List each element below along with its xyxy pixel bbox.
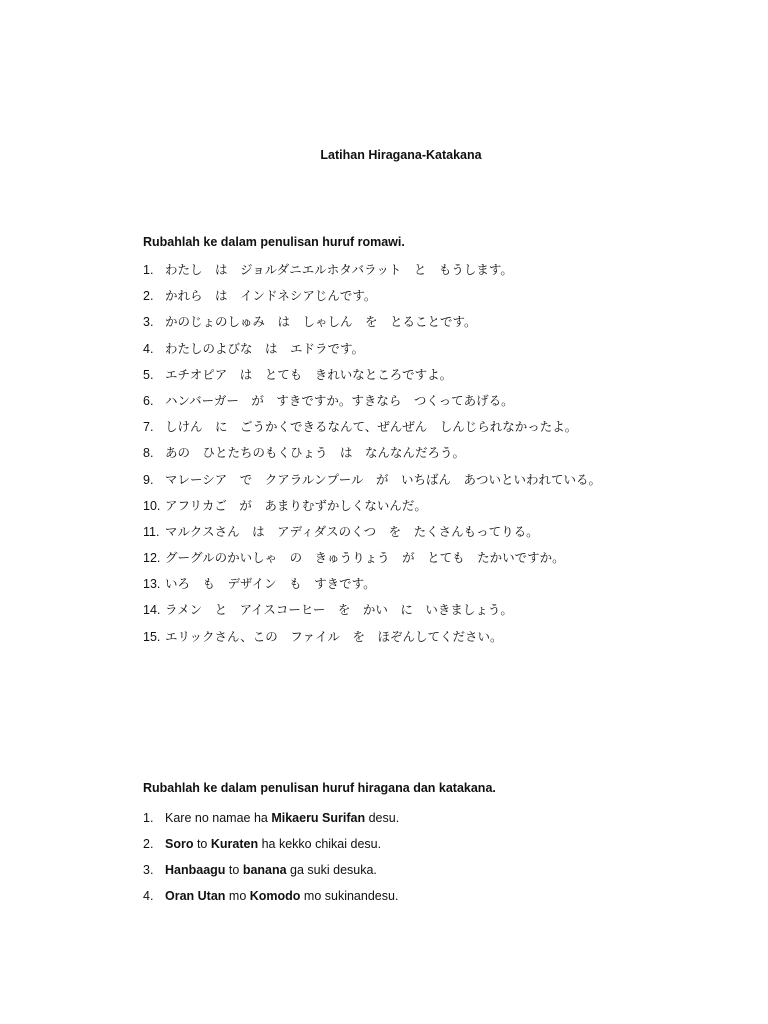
item-text: わたしのよびな は エドラです。: [165, 340, 365, 356]
item-number: 15.: [143, 629, 161, 644]
item-number: 14.: [143, 603, 161, 618]
item-text: [165, 862, 377, 878]
exercise-section-kana: [143, 781, 743, 914]
section-heading: Rubahlah ke dalam penulisan huruf hiragana dan katakana.: [143, 781, 496, 795]
list-item: [143, 367, 743, 393]
item-number: 4.: [143, 341, 154, 356]
item-text-plain: ha kekko chikai desu.: [258, 837, 382, 851]
list-item: [143, 524, 743, 550]
item-text-plain: desu.: [365, 811, 400, 825]
item-number: 1.: [143, 811, 154, 825]
item-text: [165, 888, 398, 904]
item-text-plain: to: [193, 837, 211, 851]
list-item: [143, 498, 743, 524]
item-text-plain: to: [225, 863, 243, 877]
item-text: グーグルのかいしゃ の きゅうりょう が とても たかいですか。: [165, 550, 565, 566]
list-item: [143, 341, 743, 367]
list-item: [143, 393, 743, 419]
list-item: [143, 419, 743, 445]
item-text: かれら は インドネシアじんです。: [165, 288, 377, 304]
list-item: [143, 576, 743, 602]
item-number: 12.: [143, 551, 161, 566]
item-text: いろ も デザイン も すきです。: [165, 576, 376, 592]
list-item: [143, 862, 743, 888]
item-number: 2.: [143, 837, 154, 851]
list-item: [143, 288, 743, 314]
list-item: [143, 810, 743, 836]
section-heading: Rubahlah ke dalam penulisan huruf romawi.: [143, 235, 405, 249]
item-number: 3.: [143, 863, 154, 877]
item-text: ハンバーガー が すきですか。すきなら つくってあげる。: [165, 392, 514, 408]
list-item: [143, 445, 743, 471]
item-number: 7.: [143, 420, 154, 435]
item-number: 9.: [143, 472, 154, 487]
item-number: 13.: [143, 577, 161, 592]
item-text: [165, 836, 381, 852]
list-item: [143, 602, 743, 628]
item-text: ラメン と アイスコーヒー を かい に いきましょう。: [165, 602, 513, 618]
item-text-bold: Mikaeru Surifan: [271, 811, 366, 825]
item-number: 2.: [143, 289, 154, 304]
exercise-section-romaji: [143, 235, 743, 655]
list-item: [143, 836, 743, 862]
item-number: 1.: [143, 263, 154, 277]
list-item: [143, 888, 743, 914]
item-text-plain: Kare no namae ha: [165, 811, 272, 825]
list-item: [143, 629, 743, 655]
item-text: かのじょのしゅみ は しゃしん を とることです。: [165, 314, 477, 330]
item-text-bold: banana: [242, 863, 287, 877]
item-number: 10.: [143, 498, 161, 513]
item-text-bold: Oran Utan: [165, 889, 226, 903]
page-title: Latihan Hiragana-Katakana: [320, 148, 482, 162]
item-number: 3.: [143, 315, 154, 330]
item-text: [165, 810, 399, 826]
item-text: マレーシア で クアラルンプール が いちばん あついといわれている。: [165, 471, 601, 487]
list-item: [143, 314, 743, 340]
item-text: しけん に ごうかくできるなんて、ぜんぜん しんじられなかったよ。: [165, 419, 578, 435]
item-text: エリックさん、この ファイル を ほぞんしてください。: [165, 628, 503, 644]
item-text: アフリカご が あまりむずかしくないんだ。: [165, 497, 427, 513]
item-text-plain: ga suki desuka.: [286, 863, 377, 877]
item-text: マルクスさん は アディダスのくつ を たくさんもってりる。: [165, 523, 539, 539]
item-number: 8.: [143, 446, 154, 461]
item-text: わたし は ジョルダニエルホタバラット と もうします。: [165, 262, 513, 277]
list-item: [143, 550, 743, 576]
item-number: 6.: [143, 393, 154, 408]
exercise-list: [143, 262, 743, 655]
exercise-list: [143, 810, 743, 914]
item-text: あの ひとたちのもくひょう は なんなんだろう。: [165, 445, 466, 461]
item-text-bold: Komodo: [249, 889, 301, 903]
item-text-bold: Hanbaagu: [165, 863, 226, 877]
item-text-plain: mo sukinandesu.: [300, 889, 399, 903]
item-number: 11.: [143, 524, 160, 539]
list-item: [143, 262, 743, 288]
item-text: エチオピア は とても きれいなところですよ。: [165, 366, 453, 382]
item-text-bold: Soro: [165, 837, 194, 851]
item-number: 5.: [143, 367, 154, 382]
item-number: 4.: [143, 889, 154, 903]
item-text-plain: mo: [225, 889, 250, 903]
item-text-bold: Kuraten: [210, 837, 259, 851]
list-item: [143, 472, 743, 498]
